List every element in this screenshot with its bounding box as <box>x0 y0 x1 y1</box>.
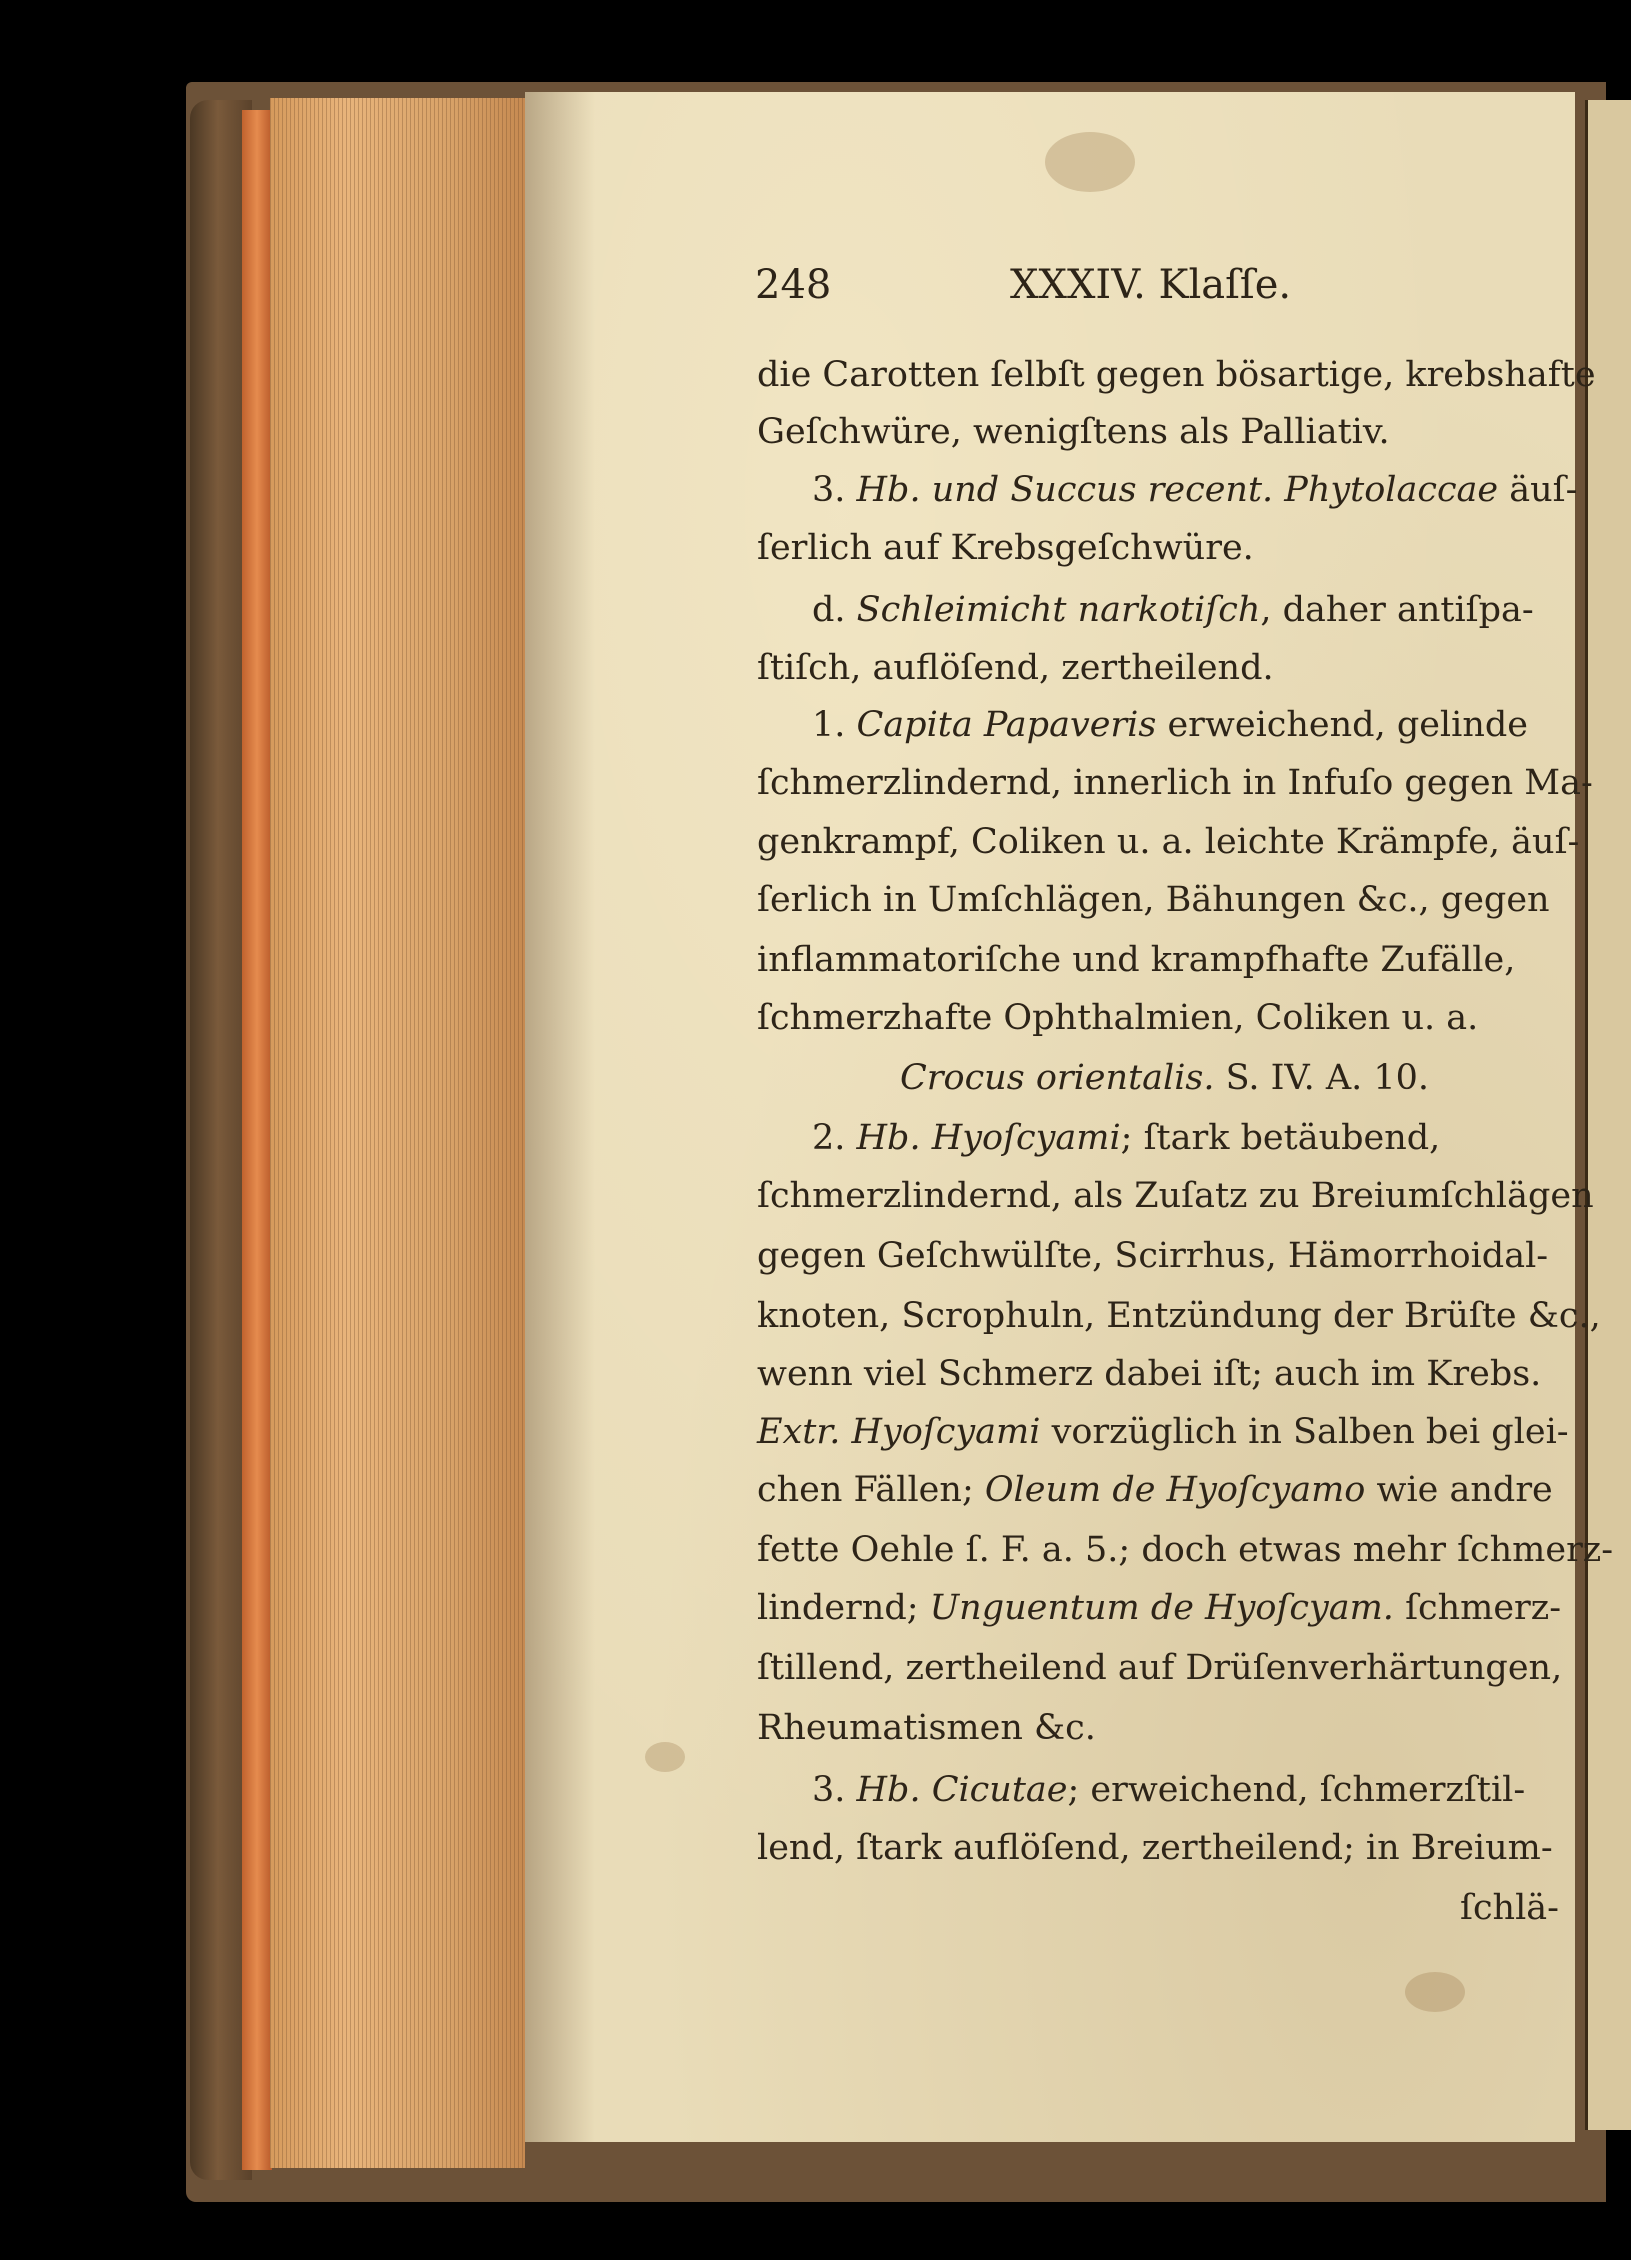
foxing-spot <box>1045 132 1135 192</box>
text-line: Extr. Hyoſcyami vorzüglich in Salben bei glei- <box>757 1412 1569 1452</box>
text-line: ſchmerzhafte Ophthalmien, Coliken u. a. <box>757 998 1479 1038</box>
text-line: 1. Capita Papaveris erweichend, gelinde <box>812 705 1528 745</box>
gutter-shadow <box>525 92 595 2142</box>
text-line: 3. Hb. und Succus recent. Phytolaccae äuſ- <box>812 470 1578 510</box>
text-line: die Carotten ſelbſt gegen bösartige, krebshafte <box>757 355 1596 395</box>
text-line: genkrampf, Coliken u. a. leichte Krämpfe, äuſ- <box>757 822 1580 862</box>
text-line: fette Oehle ſ. F. a. 5.; doch etwas mehr ſchmerz- <box>757 1530 1614 1570</box>
text-line: ſchlä- <box>1460 1888 1559 1928</box>
text-line: chen Fällen; Oleum de Hyoſcyamo wie andre <box>757 1470 1553 1510</box>
text-line: 2. Hb. Hyoſcyami; ſtark betäubend, <box>812 1118 1441 1158</box>
text-line: Geſchwüre, wenigſtens als Palliativ. <box>757 412 1390 452</box>
text-line: gegen Geſchwülſte, Scirrhus, Hämorrhoidal- <box>757 1236 1549 1276</box>
text-line: ſerlich auf Krebsgeſchwüre. <box>757 528 1254 568</box>
facing-page-edge <box>1585 100 1631 2130</box>
text-line: ſtillend, zertheilend auf Drüſenverhärtungen, <box>757 1648 1563 1688</box>
text-line: ſtiſch, auflöſend, zertheilend. <box>757 648 1274 688</box>
foxing-spot <box>1405 1972 1465 2012</box>
foxing-spot <box>645 1742 685 1772</box>
text-line: lindernd; Unguentum de Hyoſcyam. ſchmerz- <box>757 1588 1562 1628</box>
text-line: ſchmerzlindernd, innerlich in Infuſo gegen Ma- <box>757 763 1593 803</box>
text-line: ſchmerzlindernd, als Zuſatz zu Breiumſchlägen <box>757 1176 1594 1216</box>
text-line: 3. Hb. Cicutae; erweichend, ſchmerzſtil- <box>812 1770 1526 1810</box>
text-line: inflammatoriſche und krampfhafte Zufälle, <box>757 940 1516 980</box>
page-number: 248 <box>755 262 832 308</box>
text-line: wenn viel Schmerz dabei iſt; auch im Krebs. <box>757 1354 1542 1394</box>
text-line: knoten, Scrophuln, Entzündung der Brüſte &c., <box>757 1296 1601 1336</box>
running-head: XXXIV. Klaſſe. <box>1010 262 1292 308</box>
text-line: Crocus orientalis. S. IV. A. 10. <box>900 1058 1430 1098</box>
text-line: lend, ſtark auflöſend, zertheilend; in Breium- <box>757 1828 1553 1868</box>
text-line: ſerlich in Umſchlägen, Bähungen &c., gegen <box>757 880 1550 920</box>
text-line: Rheumatismen &c. <box>757 1708 1096 1748</box>
text-line: d. Schleimicht narkotiſch, daher antiſpa- <box>812 590 1534 630</box>
book-fore-edge <box>270 98 525 2168</box>
page-edge-stain <box>242 110 272 2170</box>
